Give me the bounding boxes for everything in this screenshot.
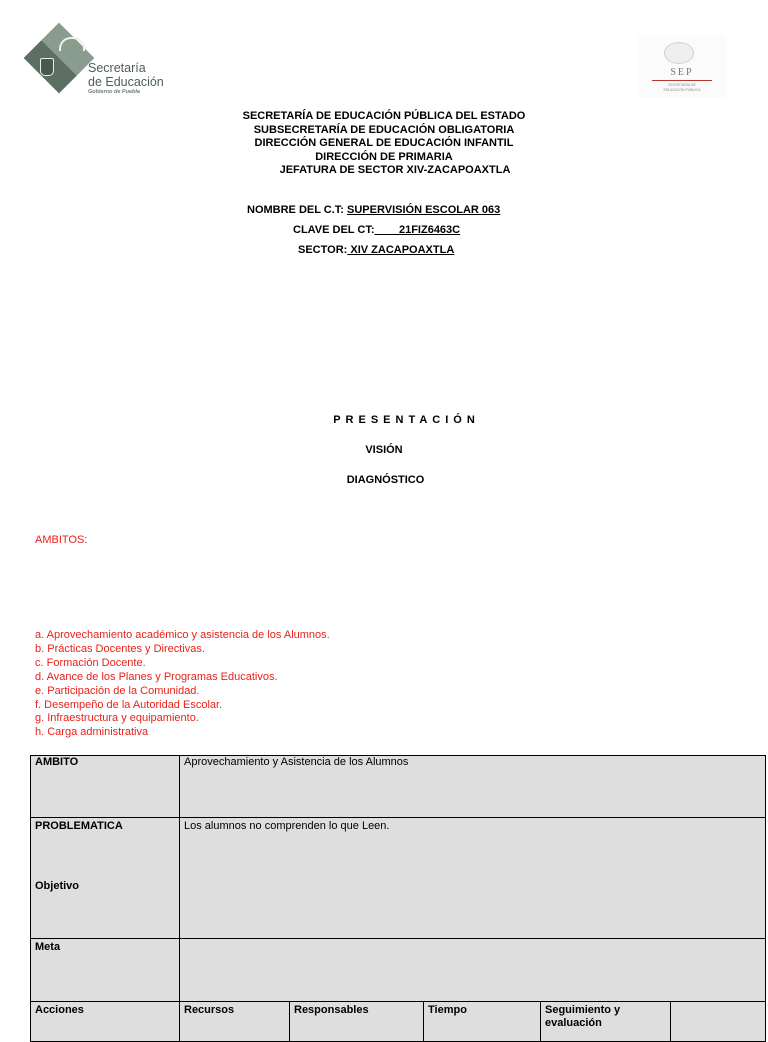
header-line: SECRETARÍA DE EDUCACIÓN PÚBLICA DEL ESTADO	[242, 110, 526, 122]
document-header	[0, 110, 768, 178]
column-header: Acciones	[31, 1002, 180, 1042]
planning-table	[30, 755, 766, 1042]
list-item: c. Formación Docente.	[35, 656, 146, 669]
list-item: h. Carga administrativa	[35, 726, 149, 739]
logo-divider	[652, 80, 712, 81]
ambito-value-cell: Aprovechamiento y Asistencia de los Alumnos	[180, 756, 766, 818]
sep-logo-subtitle: SECRETARÍA DE EDUCACIÓN PÚBLICA	[663, 83, 701, 92]
ambitos-list	[35, 629, 330, 740]
section-presentacion: PRESENTACIÓN	[333, 414, 480, 426]
problematica-value-cell: Los alumnos no comprenden lo que Leen.	[180, 818, 766, 939]
logo-text-line3: Gobierno de Puebla	[88, 89, 140, 95]
section-vision: VISIÓN	[365, 444, 403, 456]
sector-row	[298, 244, 454, 256]
logo-text-line1: Secretaría	[88, 61, 146, 75]
table-row	[31, 939, 766, 1002]
header-line: DIRECCIÓN GENERAL DE EDUCACIÓN INFANTIL	[254, 137, 514, 149]
ct-key-label: CLAVE DEL CT:	[293, 224, 375, 236]
header-line: SUBSECRETARÍA DE EDUCACIÓN OBLIGATORIA	[253, 123, 515, 136]
list-item: e. Participación de la Comunidad.	[35, 684, 200, 697]
header-line: JEFATURA DE SECTOR XIV-ZACAPOAXTLA	[279, 164, 511, 176]
logo-text-line2: de Educación	[88, 75, 164, 89]
logo-diamond-icon	[24, 23, 95, 94]
table-header-row	[31, 1002, 766, 1042]
table-row	[31, 818, 766, 939]
column-header: Responsables	[290, 1002, 424, 1042]
sector-value: XIV ZACAPOAXTLA	[347, 244, 455, 256]
ct-key-row	[293, 224, 460, 236]
section-diagnostico: DIAGNÓSTICO	[346, 474, 425, 486]
arc-icon	[59, 37, 85, 51]
meta-value-cell	[180, 939, 766, 1002]
problematica-cell	[31, 818, 180, 939]
sep-logo-name: SEP	[670, 67, 694, 78]
ambitos-label: AMBITOS:	[35, 534, 88, 546]
list-item: g. Infraestructura y equipamiento.	[35, 712, 199, 725]
list-item: f. Desempeño de la Autoridad Escolar.	[35, 698, 223, 711]
list-item: b. Prácticas Docentes y Directivas.	[35, 642, 205, 655]
column-header: Tiempo	[424, 1002, 541, 1042]
meta-label-cell: Meta	[31, 939, 180, 1002]
eagle-emblem-icon	[664, 42, 694, 64]
problematica-label: PROBLEMATICA	[35, 820, 123, 832]
table-row	[31, 756, 766, 818]
list-item: d. Avance de los Planes y Programas Educativos.	[35, 670, 278, 683]
ct-name-label: NOMBRE DEL C.T:	[247, 204, 348, 216]
objetivo-label: Objetivo	[35, 880, 80, 892]
header-line: DIRECCIÓN DE PRIMARIA	[315, 150, 453, 163]
ct-name-value: SUPERVISIÓN ESCOLAR 063	[347, 204, 501, 216]
puebla-education-logo	[26, 25, 166, 100]
sep-logo	[638, 36, 726, 98]
sector-label: SECTOR:	[298, 244, 348, 256]
column-header	[671, 1002, 766, 1042]
column-header: Recursos	[180, 1002, 290, 1042]
column-header: Seguimiento y evaluación	[541, 1002, 671, 1042]
seal-icon	[40, 58, 54, 76]
ct-key-value: ____21FIZ6463C	[374, 224, 461, 236]
ambito-label-cell: AMBITO	[31, 756, 180, 818]
list-item: a. Aprovechamiento académico y asistencia de los Alumnos.	[35, 629, 330, 641]
ct-name-row	[247, 204, 500, 216]
